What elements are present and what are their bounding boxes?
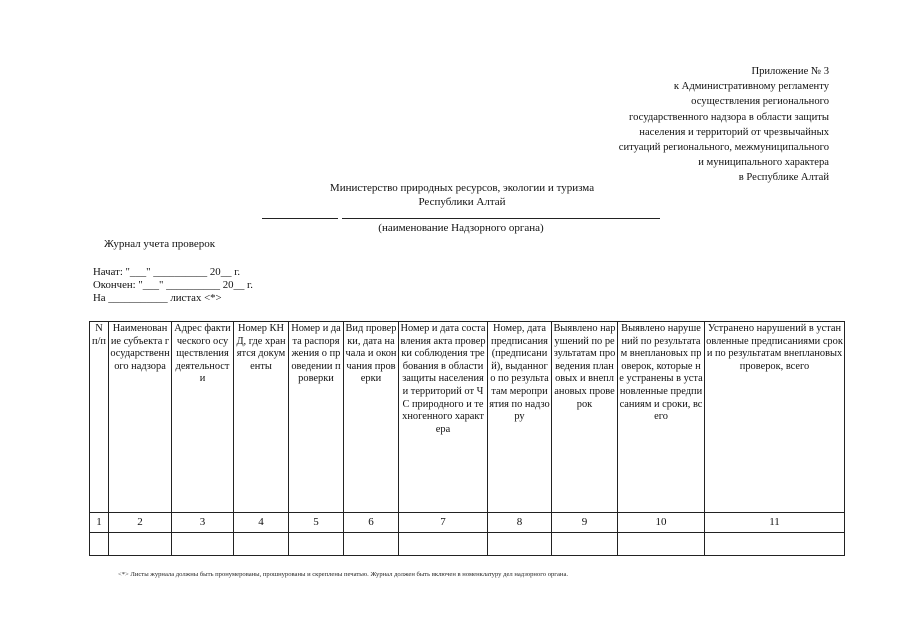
appendix-block (529, 64, 829, 186)
appendix-line: ситуаций регионального, межмуниципального (618, 142, 829, 154)
column-header: Выявлено нарушений по результатам внеплановых проверок, которые не устранены в установленные предписаниям и сроки, всего (618, 322, 705, 513)
column-header: N п/п (90, 322, 109, 513)
table-header-row (90, 322, 845, 513)
table-cell (172, 533, 234, 556)
column-number: 4 (234, 513, 289, 533)
column-number: 11 (705, 513, 845, 533)
inspection-journal-table (89, 321, 845, 556)
journal-title: Журнал учета проверок (104, 238, 216, 250)
appendix-line: к Административному регламенту (673, 81, 829, 93)
table-cell (705, 533, 845, 556)
journal-end-date: Окончен: "___" __________ 20__ г. (93, 279, 253, 291)
table-cell (552, 533, 618, 556)
appendix-line: населения и территорий от чрезвычайных (639, 126, 829, 138)
journal-sheet-count: На ___________ листах <*> (93, 292, 222, 304)
column-number: 5 (289, 513, 344, 533)
column-number-row (90, 513, 845, 533)
column-number: 8 (488, 513, 552, 533)
underline-gap (338, 216, 342, 220)
ministry-heading (262, 181, 662, 209)
table-row (90, 533, 845, 556)
column-number: 6 (344, 513, 399, 533)
column-header: Выявлено нарушений по результатам проведения плановых и внеплановых проверок (552, 322, 618, 513)
column-number: 2 (109, 513, 172, 533)
column-header: Адрес фактического осуществления деятельности (172, 322, 234, 513)
column-number: 10 (618, 513, 705, 533)
org-name-underline (262, 218, 660, 219)
table-cell (399, 533, 488, 556)
column-header: Наименование субъекта государственного надзора (109, 322, 172, 513)
table-cell (289, 533, 344, 556)
column-header: Номер и дата распоряжения о проведении проверки (289, 322, 344, 513)
column-header: Устранено нарушений в установленные предписаниями сроки по результатам внеплановых проверок, всего (705, 322, 845, 513)
journal-start-date: Начат: "___" __________ 20__ г. (93, 266, 241, 278)
ministry-line-1: Министерство природных ресурсов, экологии и туризма (329, 182, 595, 194)
table-cell (109, 533, 172, 556)
column-number: 3 (172, 513, 234, 533)
footnote: <*> Листы журнала должны быть пронумерованы, прошнурованы и скреплены печатью. Журнал должен быть включен в номенклатуру дел надзорного органа. (118, 571, 569, 578)
table-cell (234, 533, 289, 556)
ministry-line-2: Республики Алтай (418, 196, 506, 208)
column-header: Вид проверки, дата начала и окончания проверки (344, 322, 399, 513)
appendix-line: государственного надзора в области защиты (629, 111, 829, 123)
column-header: Номер, дата предписания (предписаний), выданного по результатам мероприятия по надзору (488, 322, 552, 513)
column-header: Номер и дата составления акта проверки соблюдения требования в области защиты населения и территорий от ЧС природного и техногенного характера (399, 322, 488, 513)
column-header: Номер КНД, где хранятся документы (234, 322, 289, 513)
org-name-caption: (наименование Надзорного органа) (378, 222, 544, 234)
appendix-line: в Республике Алтай (738, 172, 829, 184)
table-cell (344, 533, 399, 556)
table-cell (90, 533, 109, 556)
appendix-line: Приложение № 3 (751, 66, 829, 77)
table-cell (618, 533, 705, 556)
column-number: 9 (552, 513, 618, 533)
table-cell (488, 533, 552, 556)
appendix-line: осуществления регионального (691, 96, 829, 108)
column-number: 7 (399, 513, 488, 533)
appendix-line: и муниципального характера (698, 157, 829, 169)
column-number: 1 (90, 513, 109, 533)
